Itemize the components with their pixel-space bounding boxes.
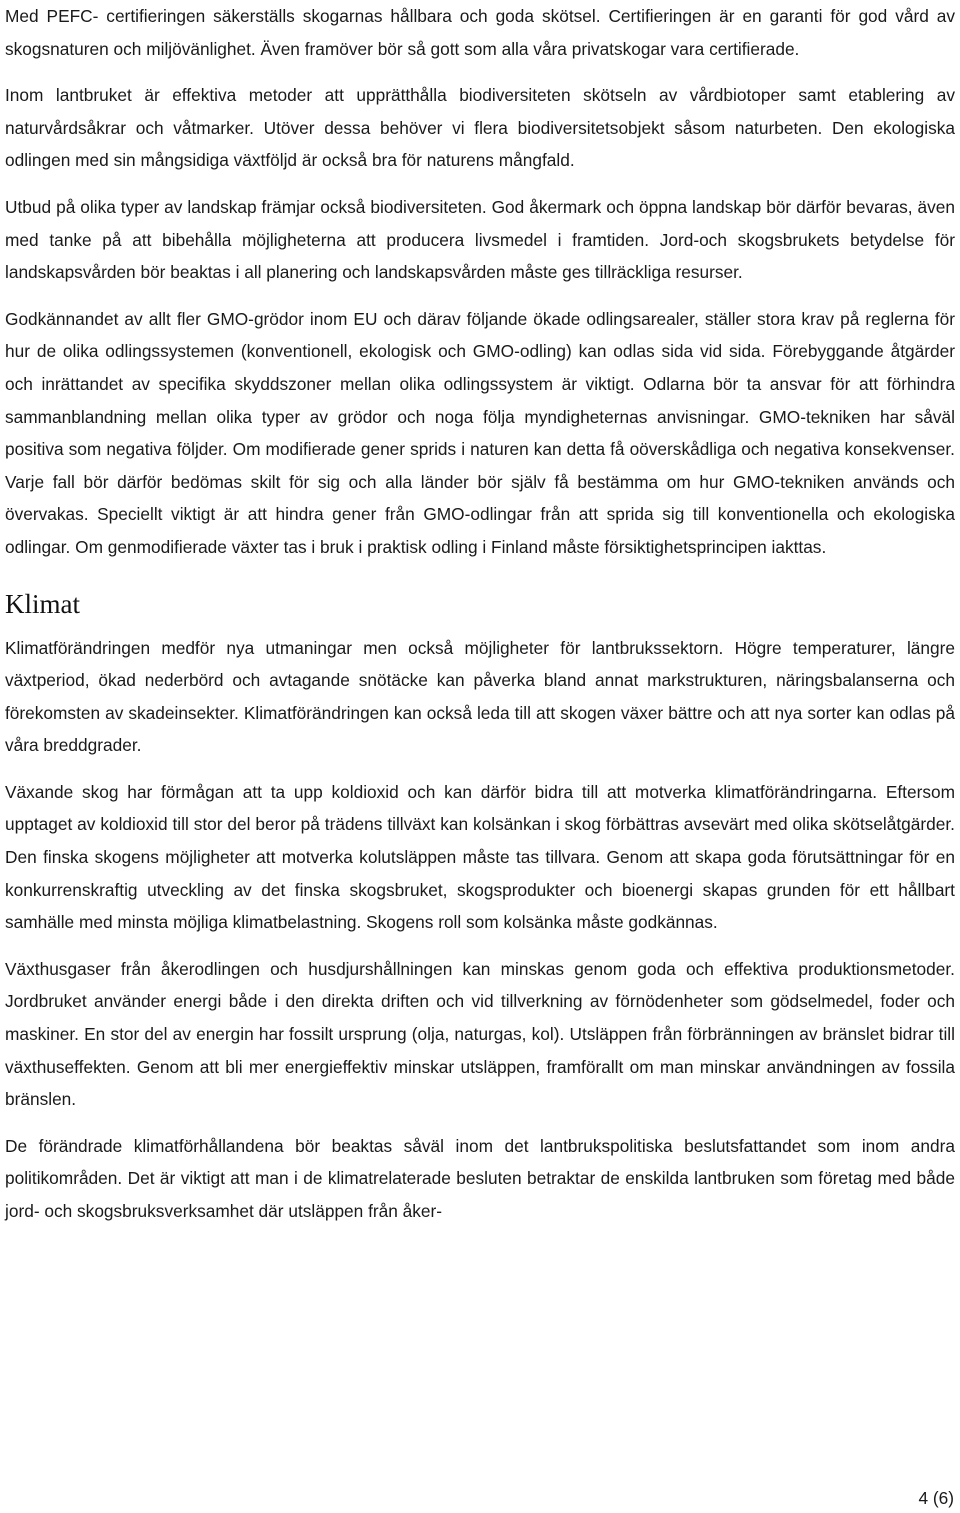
page-number: 4 (6) bbox=[918, 1488, 954, 1508]
paragraph-gmo-crops: Godkännandet av allt fler GMO-grödor inom EU och därav följande ökade odlingsarealer, ställer stora krav på reglerna för hur de olika odlingssystemen (konventionell, ekologisk och GMO-odling) kan odlas sida vid sida. Förebyggande åtgärder och inrättandet av specifika skyddszoner mellan olika odlingssystem är viktigt. Odlarna bör ta ansvar för att förhindra sammanblandning mellan olika typer av grödor och noga följa myndigheternas anvisningar. GMO-tekniken har såväl positiva som negativa följder. Om modifierade gener sprids i naturen kan detta få oöverskådliga och negativa konsekvenser. Varje fall bör därför bedömas skilt för sig och alla länder bör själv få bestämma om hur GMO-tekniken används och övervakas. Speciellt viktigt är att hindra gener från GMO-odlingar från att sprida sig till konventionella och ekologiska odlingar. Om genmodifierade växter tas i bruk i praktisk odling i Finland måste försiktighetsprincipen iakttas. bbox=[5, 308, 955, 557]
paragraph-climate-change: Klimatförändringen medför nya utmaningar men också möjligheter för lantbrukssektorn. Högre temperaturer, längre växtperiod, ökad nederbörd och avtagande snötäcke kan påverka bland annat markstrukturen, näringsbalanserna och förekomsten av skadeinsekter. Klimatförändringen kan också leda till att skogen växer bättre och att nya sorter kan odlas på våra breddgrader. bbox=[5, 637, 955, 756]
paragraph-biodiversity-methods: Inom lantbruket är effektiva metoder att upprätthålla biodiversiteten skötseln av vårdbiotoper samt etablering av naturvårdsåkrar och våtmarker. Utöver dessa behöver vi flera biodiversitetsobjekt såsom naturbeten. Den ekologiska odlingen med sin mångsidiga växtföljd är också bra för naturens mångfald. bbox=[5, 85, 955, 171]
paragraph-greenhouse-gases: Växthusgaser från åkerodlingen och husdjurshållningen kan minskas genom goda och effektiva produktionsmetoder. Jordbruket använder energi både i den direkta driften och vid tillverkning av förnödenheter som gödselmedel, foder och maskiner. En stor del av energin har fossilt ursprung (olja, naturgas, kol). Utsläppen från förbränningen av bränslet bidrar till växthuseffekten. Genom att bli mer energieffektiv minskar utsläppen, framförallt om man minskar användningen av fossila bränslen. bbox=[5, 958, 955, 1110]
document-page bbox=[5, 0, 955, 1228]
paragraph-climate-policy: De förändrade klimatförhållandena bör beaktas såväl inom det lantbrukspolitiska beslutsfattandet som inom andra politikområden. Det är viktigt att man i de klimatrelaterade besluten betraktar de enskilda lantbruken som företag med både jord- och skogsbruksverksamhet där utsläppen från åker- bbox=[5, 1135, 955, 1221]
section-heading-klimat: Klimat bbox=[5, 588, 80, 619]
paragraph-pefc-certification: Med PEFC- certifieringen säkerställs skogarnas hållbara och goda skötsel. Certifieringen är en garanti för god vård av skogsnaturen och miljövänlighet. Även framöver bör så gott som alla våra privatskogar vara certifierade. bbox=[5, 6, 955, 59]
paragraph-landscape-diversity: Utbud på olika typer av landskap främjar också biodiversiteten. God åkermark och öppna landskap bör därför bevaras, även med tanke på att bibehålla möjligheterna att producera livsmedel i framtiden. Jord-och skogsbrukets betydelse för landskapsvården bör beaktas i all planering och landskapsvården måste ges tillräckliga resurser. bbox=[5, 196, 955, 283]
paragraph-forest-carbon: Växande skog har förmågan att ta upp koldioxid och kan därför bidra till att motverka klimatförändringarna. Eftersom upptaget av koldioxid till stor del beror på trädens tillväxt kan kolsänkan i skog förbättras avsevärt med olika skötselåtgärder. Den finska skogens möjligheter att motverka kolutsläppen måste tas tillvara. Genom att skapa goda förutsättningar för en konkurrenskraftig utveckling av det finska skogsbruket, skogsprodukter och bioenergi skapas grunden för ett hållbart samhälle med minsta möjliga klimatbelastning. Skogens roll som kolsänka måste godkännas. bbox=[5, 781, 955, 933]
